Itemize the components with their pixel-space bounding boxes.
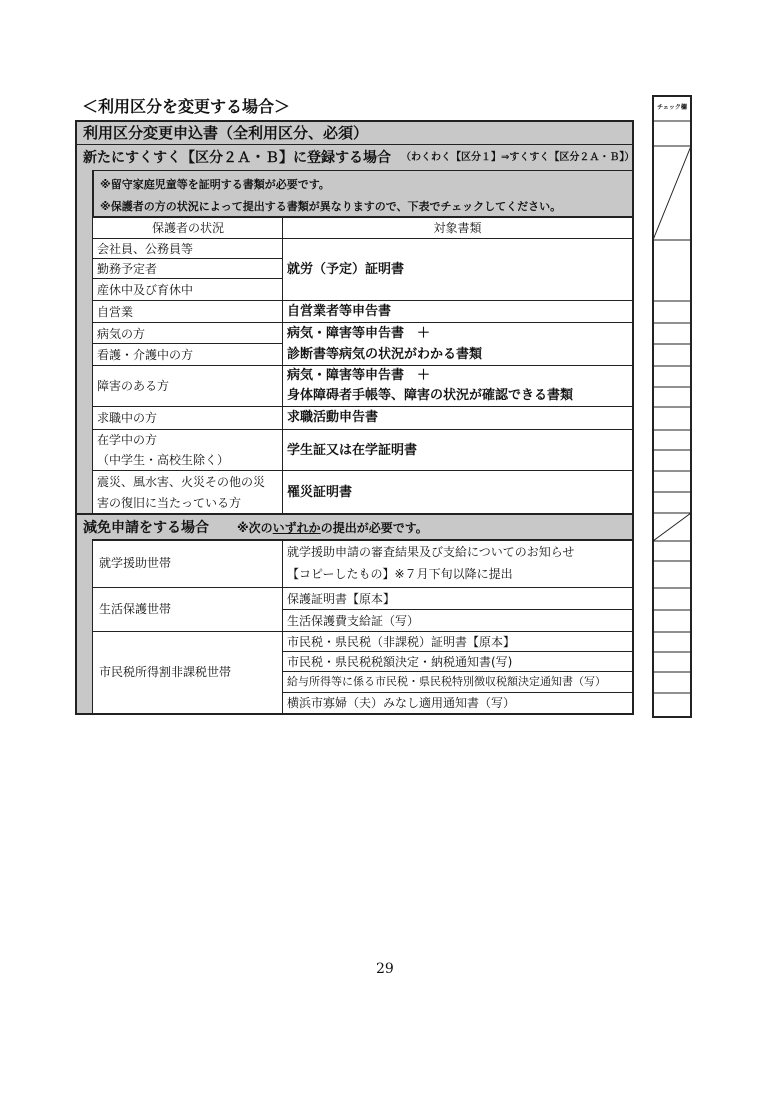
doc-text: 診断書等病気の状況がわかる書類 — [287, 347, 483, 362]
reduction-note-prefix: ※次の — [237, 521, 273, 535]
doc-text: 横浜市寡婦（夫）みなし適用通知書（写） — [287, 696, 516, 710]
form-title: 利用区分変更申込書（全利用区分、必須） — [83, 124, 369, 142]
note-2: ※保護者の方の状況によって提出する書類が異なりますので、下表でチェックしてください。 — [100, 200, 562, 213]
register-title: 新たにすくすく【区分２Ａ・Ｂ】に登録する場合 — [83, 150, 391, 166]
category-text: 就学援助世帯 — [99, 556, 172, 570]
section-heading: ＜利用区分を変更する場合＞ — [82, 97, 291, 116]
header-status: 保護者の状況 — [151, 221, 224, 235]
status-text: 在学中の方 — [97, 433, 158, 447]
doc-text: 罹災証明書 — [287, 485, 353, 500]
doc-text: 身体障碍者手帳等、障害の状況が確認できる書類 — [287, 388, 574, 403]
note-1: ※留守家庭児童等を証明する書類が必要です。 — [100, 178, 330, 191]
status-text: 病気の方 — [97, 327, 146, 341]
reduction-title: 減免申請をする場合 — [83, 520, 209, 536]
status-text: 障害のある方 — [97, 379, 170, 393]
status-text: 自営業 — [97, 305, 134, 319]
register-subtitle: （わくわく【区分１】⇒すくすく【区分２Ａ・Ｂ】） — [401, 152, 635, 163]
category-text: 市民税所得割非課税世帯 — [99, 665, 232, 679]
status-text: 求職中の方 — [97, 411, 158, 425]
status-text: 震災、風水害、火災その他の災 — [97, 475, 266, 489]
reduction-note-suffix: の提出が必要です。 — [320, 521, 428, 535]
doc-text: 【コピーしたもの】※７月下旬以降に提出 — [287, 567, 513, 581]
status-text: （中学生・高校生除く） — [97, 453, 230, 467]
status-text: 会社員、公務員等 — [97, 242, 194, 256]
doc-text: 市民税・県民税税額決定・納税通知書(写) — [287, 655, 513, 669]
page-number: 29 — [376, 961, 394, 977]
doc-text: 自営業者等申告書 — [287, 304, 392, 319]
doc-text: 就労（予定）証明書 — [287, 262, 405, 277]
status-text: 害の復旧に当たっている方 — [97, 496, 242, 510]
doc-text: 生活保護費支給証（写） — [287, 614, 420, 628]
doc-text: 学生証又は在学証明書 — [287, 443, 418, 458]
status-text: 勤務予定者 — [97, 262, 158, 276]
doc-text: 病気・障害等申告書 ＋ — [287, 368, 431, 383]
doc-text: 市民税・県民税（非課税）証明書【原本】 — [287, 635, 516, 649]
category-text: 生活保護世帯 — [99, 602, 172, 616]
doc-text: 給与所得等に係る市民税・県民税特別徴収税額決定通知書（写） — [287, 675, 606, 688]
doc-text: 病気・障害等申告書 ＋ — [287, 326, 431, 341]
doc-text: 就学援助申請の審査結果及び支給についてのお知らせ — [287, 545, 575, 559]
status-text: 看護・介護中の方 — [97, 348, 194, 362]
check-column-header: チェック欄 — [657, 104, 687, 111]
doc-text: 求職活動申告書 — [287, 410, 379, 425]
header-docs: 対象書類 — [433, 221, 482, 235]
reduction-note-emphasis: いずれか — [272, 521, 321, 535]
status-text: 産休中及び育休中 — [97, 283, 194, 297]
doc-text: 保護証明書【原本】 — [287, 592, 396, 606]
